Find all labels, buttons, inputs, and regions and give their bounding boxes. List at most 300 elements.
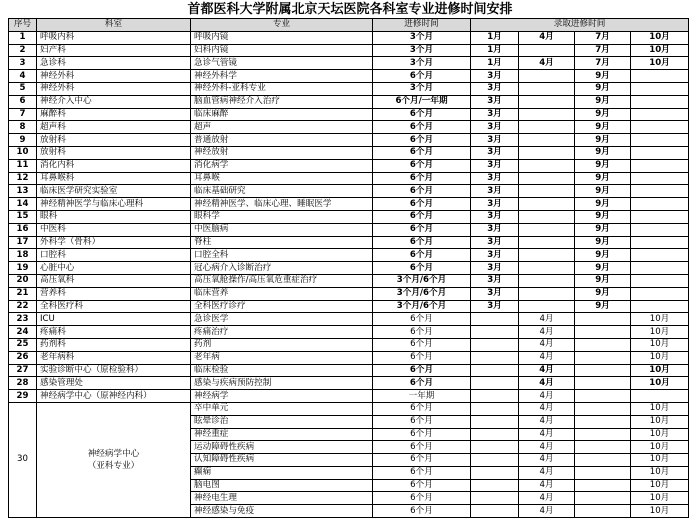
- cell-major: 感染与疾病预防控制: [191, 377, 373, 390]
- cell-month-m3: 9月: [575, 82, 631, 95]
- row-number: 6: [9, 95, 37, 108]
- cell-duration: 3个月: [373, 82, 471, 95]
- cell-month-m1: [471, 351, 519, 364]
- cell-duration: 6个月: [373, 249, 471, 262]
- table-row: [9, 236, 689, 249]
- cell-month-m2: [519, 223, 575, 236]
- cell-duration: 6个月: [373, 210, 471, 223]
- cell-major: 妇科内镜: [191, 44, 373, 57]
- cell-month-m4: [631, 108, 689, 121]
- table-row: [9, 134, 689, 147]
- cell-month-m4: [631, 159, 689, 172]
- cell-major: 脑电图: [191, 479, 373, 492]
- table-body: [9, 31, 689, 517]
- cell-major: 脑血管病神经介入治疗: [191, 95, 373, 108]
- page-title: 首都医科大学附属北京天坛医院各科室专业进修时间安排: [187, 2, 513, 17]
- cell-dept: 外科学（骨科）: [37, 236, 191, 249]
- cell-month-m3: [575, 377, 631, 390]
- cell-month-m2: [519, 44, 575, 57]
- table-row: [9, 108, 689, 121]
- cell-month-m4: 10月: [631, 466, 689, 479]
- cell-dept: 中医科: [37, 223, 191, 236]
- cell-major: 急诊气管镜: [191, 57, 373, 70]
- table-row: [9, 31, 689, 44]
- row-number: 12: [9, 172, 37, 185]
- cell-month-m3: [575, 428, 631, 441]
- row-number: 27: [9, 364, 37, 377]
- table-row: [9, 223, 689, 236]
- cell-month-m2: [519, 236, 575, 249]
- cell-dept: 放射科: [37, 134, 191, 147]
- cell-month-m4: [631, 210, 689, 223]
- cell-month-m3: [575, 492, 631, 505]
- cell-dept: 药剂科: [37, 338, 191, 351]
- cell-month-m2: 4月: [519, 454, 575, 467]
- cell-month-m4: [631, 274, 689, 287]
- row-number: 13: [9, 185, 37, 198]
- cell-month-m4: 10月: [631, 428, 689, 441]
- cell-major: 全科医疗诊疗: [191, 300, 373, 313]
- cell-major: 脊柱: [191, 236, 373, 249]
- cell-month-m1: 3月: [471, 274, 519, 287]
- row-number: 9: [9, 134, 37, 147]
- table-header-row: [9, 19, 689, 32]
- cell-dept: 感染管理处: [37, 377, 191, 390]
- cell-duration: 6个月: [373, 146, 471, 159]
- table-row: [9, 172, 689, 185]
- cell-month-m2: [519, 82, 575, 95]
- cell-month-m1: [471, 479, 519, 492]
- cell-month-m3: [575, 441, 631, 454]
- cell-duration: 3个月: [373, 44, 471, 57]
- cell-month-m1: [471, 454, 519, 467]
- cell-month-m1: 1月: [471, 31, 519, 44]
- table-row: [9, 198, 689, 211]
- table-row: [9, 249, 689, 262]
- cell-month-m4: [631, 223, 689, 236]
- cell-month-m2: 4月: [519, 466, 575, 479]
- cell-month-m3: 9月: [575, 95, 631, 108]
- cell-month-m3: 9月: [575, 108, 631, 121]
- cell-duration: 6个月: [373, 134, 471, 147]
- cell-dept: 临床医学研究实验室: [37, 185, 191, 198]
- cell-major: 神经重症: [191, 428, 373, 441]
- cell-major: 急诊医学: [191, 313, 373, 326]
- cell-duration: 6个月: [373, 185, 471, 198]
- cell-month-m3: [575, 326, 631, 339]
- cell-month-m4: [631, 146, 689, 159]
- cell-major: 临床麻醉: [191, 108, 373, 121]
- cell-month-m1: [471, 390, 519, 403]
- cell-month-m2: [519, 121, 575, 134]
- cell-month-m3: 7月: [575, 31, 631, 44]
- cell-month-m3: 9月: [575, 70, 631, 83]
- cell-dept: 疼痛科: [37, 326, 191, 339]
- cell-month-m1: [471, 338, 519, 351]
- table-row: [9, 351, 689, 364]
- row-number: 22: [9, 300, 37, 313]
- row-number: 16: [9, 223, 37, 236]
- table-row: [9, 364, 689, 377]
- cell-month-m3: 7月: [575, 44, 631, 57]
- table-row: [9, 287, 689, 300]
- cell-month-m1: [471, 364, 519, 377]
- cell-duration: 6个月: [373, 479, 471, 492]
- table-row: [9, 121, 689, 134]
- header-no: 序号: [9, 19, 37, 32]
- cell-month-m3: 9月: [575, 223, 631, 236]
- cell-month-m2: [519, 95, 575, 108]
- cell-month-m2: 4月: [519, 351, 575, 364]
- cell-month-m1: 3月: [471, 262, 519, 275]
- cell-month-m2: [519, 300, 575, 313]
- cell-month-m1: [471, 441, 519, 454]
- cell-month-m2: 4月: [519, 313, 575, 326]
- cell-month-m4: 10月: [631, 364, 689, 377]
- row-number: 21: [9, 287, 37, 300]
- cell-month-m4: 10月: [631, 351, 689, 364]
- cell-duration: 6个月: [373, 351, 471, 364]
- cell-dept: 耳鼻喉科: [37, 172, 191, 185]
- cell-month-m1: 3月: [471, 249, 519, 262]
- cell-duration: 3个月/6个月: [373, 287, 471, 300]
- cell-month-m1: 3月: [471, 236, 519, 249]
- cell-major: 神经病学: [191, 390, 373, 403]
- cell-month-m2: 4月: [519, 415, 575, 428]
- cell-major: 中医脑病: [191, 223, 373, 236]
- cell-month-m1: 3月: [471, 223, 519, 236]
- cell-month-m4: 10月: [631, 377, 689, 390]
- cell-dept: 神经外科: [37, 70, 191, 83]
- cell-month-m1: [471, 466, 519, 479]
- cell-month-m4: [631, 300, 689, 313]
- cell-month-m3: [575, 415, 631, 428]
- table-row: [9, 210, 689, 223]
- cell-duration: 6个月: [373, 313, 471, 326]
- cell-month-m3: [575, 364, 631, 377]
- cell-month-m4: 10月: [631, 313, 689, 326]
- cell-month-m4: 10月: [631, 338, 689, 351]
- row-number: 30: [9, 402, 37, 517]
- cell-month-m2: 4月: [519, 390, 575, 403]
- cell-month-m3: 9月: [575, 210, 631, 223]
- cell-month-m4: [631, 287, 689, 300]
- cell-month-m4: [631, 185, 689, 198]
- cell-month-m2: [519, 198, 575, 211]
- cell-month-m1: 3月: [471, 287, 519, 300]
- cell-month-m1: 3月: [471, 108, 519, 121]
- cell-month-m2: [519, 262, 575, 275]
- table-row: [9, 185, 689, 198]
- cell-major: 神经感染与免疫: [191, 505, 373, 518]
- row-number: 25: [9, 338, 37, 351]
- cell-major: 高压氧舱操作/高压氧危重症治疗: [191, 274, 373, 287]
- cell-month-m2: [519, 274, 575, 287]
- cell-month-m4: [631, 82, 689, 95]
- cell-month-m1: 3月: [471, 121, 519, 134]
- cell-duration: 6个月: [373, 492, 471, 505]
- cell-month-m4: 10月: [631, 402, 689, 415]
- schedule-table: [8, 18, 689, 518]
- cell-duration: 6个月: [373, 108, 471, 121]
- cell-month-m3: [575, 466, 631, 479]
- cell-month-m4: [631, 236, 689, 249]
- cell-major: 神经外科-亚科专业: [191, 82, 373, 95]
- cell-month-m1: 3月: [471, 172, 519, 185]
- cell-major: 呼吸内镜: [191, 31, 373, 44]
- cell-month-m4: 10月: [631, 31, 689, 44]
- cell-duration: 6个月: [373, 172, 471, 185]
- cell-month-m3: [575, 351, 631, 364]
- cell-month-m1: 3月: [471, 134, 519, 147]
- cell-dept: [37, 402, 191, 517]
- row-number: 18: [9, 249, 37, 262]
- table-row: [9, 377, 689, 390]
- row-number: 28: [9, 377, 37, 390]
- cell-month-m1: [471, 377, 519, 390]
- cell-duration: 6个月: [373, 377, 471, 390]
- cell-month-m1: [471, 505, 519, 518]
- cell-major: 癫痫: [191, 466, 373, 479]
- cell-month-m2: [519, 172, 575, 185]
- cell-duration: 6个月: [373, 223, 471, 236]
- cell-duration: 6个月: [373, 428, 471, 441]
- cell-month-m2: [519, 287, 575, 300]
- row-number: 2: [9, 44, 37, 57]
- cell-major: 神经外科学: [191, 70, 373, 83]
- row-number: 11: [9, 159, 37, 172]
- cell-month-m4: [631, 121, 689, 134]
- cell-month-m4: 10月: [631, 44, 689, 57]
- cell-month-m2: [519, 70, 575, 83]
- cell-month-m4: 10月: [631, 479, 689, 492]
- cell-month-m4: [631, 249, 689, 262]
- cell-month-m1: 1月: [471, 44, 519, 57]
- cell-major: 口腔全科: [191, 249, 373, 262]
- cell-dept: 麻醉科: [37, 108, 191, 121]
- cell-month-m4: [631, 390, 689, 403]
- cell-month-m3: 9月: [575, 172, 631, 185]
- cell-dept: ICU: [37, 313, 191, 326]
- cell-duration: 3个月: [373, 57, 471, 70]
- cell-duration: 6个月/一年期: [373, 95, 471, 108]
- cell-month-m1: 3月: [471, 198, 519, 211]
- cell-dept: 老年病科: [37, 351, 191, 364]
- row-number: 26: [9, 351, 37, 364]
- table-row: [9, 326, 689, 339]
- cell-month-m2: [519, 159, 575, 172]
- cell-month-m3: 9月: [575, 262, 631, 275]
- cell-month-m3: 7月: [575, 57, 631, 70]
- cell-dept: 急诊科: [37, 57, 191, 70]
- cell-month-m1: [471, 313, 519, 326]
- table-row: [9, 262, 689, 275]
- cell-month-m4: [631, 198, 689, 211]
- cell-month-m1: [471, 428, 519, 441]
- cell-month-m4: 10月: [631, 57, 689, 70]
- cell-month-m4: 10月: [631, 454, 689, 467]
- cell-duration: 6个月: [373, 454, 471, 467]
- cell-month-m1: 3月: [471, 82, 519, 95]
- cell-month-m1: 3月: [471, 70, 519, 83]
- row-number: 29: [9, 390, 37, 403]
- cell-major: 运动障碍性疾病: [191, 441, 373, 454]
- cell-month-m2: 4月: [519, 479, 575, 492]
- cell-month-m3: 9月: [575, 274, 631, 287]
- table-row: [9, 390, 689, 403]
- cell-dept: 心脏中心: [37, 262, 191, 275]
- cell-dept: 高压氧科: [37, 274, 191, 287]
- cell-month-m3: 9月: [575, 287, 631, 300]
- cell-month-m4: 10月: [631, 441, 689, 454]
- cell-month-m2: 4月: [519, 402, 575, 415]
- cell-month-m3: 9月: [575, 236, 631, 249]
- cell-major: 疼痛治疗: [191, 326, 373, 339]
- cell-major: 眩晕诊治: [191, 415, 373, 428]
- cell-month-m2: 4月: [519, 338, 575, 351]
- cell-major: 卒中单元: [191, 402, 373, 415]
- cell-duration: 6个月: [373, 121, 471, 134]
- cell-major: 药剂: [191, 338, 373, 351]
- cell-dept: 营养科: [37, 287, 191, 300]
- cell-duration: 6个月: [373, 326, 471, 339]
- cell-month-m3: 9月: [575, 146, 631, 159]
- cell-month-m1: 3月: [471, 300, 519, 313]
- cell-dept: 消化内科: [37, 159, 191, 172]
- table-row: [9, 70, 689, 83]
- cell-month-m2: 4月: [519, 326, 575, 339]
- row-number: 8: [9, 121, 37, 134]
- cell-month-m2: 4月: [519, 428, 575, 441]
- cell-month-m2: 4月: [519, 57, 575, 70]
- cell-duration: 3个月/6个月: [373, 274, 471, 287]
- cell-major: 神经电生理: [191, 492, 373, 505]
- cell-month-m4: [631, 134, 689, 147]
- header-duration: 进修时间: [373, 19, 471, 32]
- table-row: [9, 402, 689, 415]
- cell-month-m3: 9月: [575, 121, 631, 134]
- table-row: [9, 159, 689, 172]
- table-row: [9, 338, 689, 351]
- table-row: [9, 95, 689, 108]
- cell-month-m2: [519, 210, 575, 223]
- cell-month-m2: 4月: [519, 377, 575, 390]
- table-row: [9, 300, 689, 313]
- cell-month-m1: 3月: [471, 159, 519, 172]
- cell-month-m3: [575, 479, 631, 492]
- cell-major: 普通放射: [191, 134, 373, 147]
- cell-major: 临床检验: [191, 364, 373, 377]
- cell-major: 临床营养: [191, 287, 373, 300]
- header-major: 专业: [191, 19, 373, 32]
- row-number: 24: [9, 326, 37, 339]
- cell-duration: 一年期: [373, 390, 471, 403]
- cell-month-m1: [471, 326, 519, 339]
- row-number: 3: [9, 57, 37, 70]
- cell-month-m4: [631, 70, 689, 83]
- cell-duration: 6个月: [373, 364, 471, 377]
- cell-month-m2: 4月: [519, 505, 575, 518]
- cell-duration: 6个月: [373, 415, 471, 428]
- cell-duration: 6个月: [373, 466, 471, 479]
- cell-month-m3: [575, 390, 631, 403]
- cell-month-m4: [631, 262, 689, 275]
- cell-month-m3: 9月: [575, 300, 631, 313]
- cell-major: 冠心病介入诊断治疗: [191, 262, 373, 275]
- row-number: 20: [9, 274, 37, 287]
- cell-month-m2: 4月: [519, 31, 575, 44]
- cell-dept: 全科医疗科: [37, 300, 191, 313]
- cell-month-m1: 3月: [471, 185, 519, 198]
- cell-duration: 6个月: [373, 402, 471, 415]
- cell-month-m2: 4月: [519, 441, 575, 454]
- cell-month-m1: [471, 492, 519, 505]
- table-row: [9, 44, 689, 57]
- cell-month-m2: 4月: [519, 364, 575, 377]
- cell-month-m4: 10月: [631, 326, 689, 339]
- cell-month-m4: 10月: [631, 492, 689, 505]
- cell-dept: 妇产科: [37, 44, 191, 57]
- table-row: [9, 57, 689, 70]
- table-row: [9, 274, 689, 287]
- cell-month-m1: 3月: [471, 146, 519, 159]
- cell-month-m1: 3月: [471, 95, 519, 108]
- cell-major: 消化病学: [191, 159, 373, 172]
- cell-month-m1: 3月: [471, 210, 519, 223]
- row-number: 19: [9, 262, 37, 275]
- cell-dept: 放射科: [37, 146, 191, 159]
- cell-month-m3: [575, 338, 631, 351]
- cell-major: 临床基础研究: [191, 185, 373, 198]
- cell-month-m1: [471, 402, 519, 415]
- cell-major: 神经放射: [191, 146, 373, 159]
- cell-month-m1: [471, 415, 519, 428]
- cell-month-m3: 9月: [575, 249, 631, 262]
- cell-major: 老年病: [191, 351, 373, 364]
- cell-month-m4: [631, 172, 689, 185]
- cell-duration: 6个月: [373, 198, 471, 211]
- header-dept: 科室: [37, 19, 191, 32]
- cell-dept: 超声科: [37, 121, 191, 134]
- cell-major: 耳鼻喉: [191, 172, 373, 185]
- cell-month-m3: [575, 505, 631, 518]
- cell-major: 认知障碍性疾病: [191, 454, 373, 467]
- cell-month-m3: [575, 454, 631, 467]
- cell-month-m2: [519, 185, 575, 198]
- cell-duration: 6个月: [373, 159, 471, 172]
- cell-major: 眼科学: [191, 210, 373, 223]
- dept-line: 神经病学中心: [87, 448, 140, 459]
- cell-month-m2: [519, 108, 575, 121]
- cell-duration: 3个月/6个月: [373, 300, 471, 313]
- row-number: 1: [9, 31, 37, 44]
- cell-dept: 神经外科: [37, 82, 191, 95]
- table-row: [9, 313, 689, 326]
- row-number: 17: [9, 236, 37, 249]
- cell-month-m4: [631, 95, 689, 108]
- cell-duration: 6个月: [373, 441, 471, 454]
- cell-duration: 6个月: [373, 236, 471, 249]
- cell-month-m2: 4月: [519, 492, 575, 505]
- header-enroll: 录取进修时间: [471, 19, 689, 32]
- row-number: 10: [9, 146, 37, 159]
- cell-month-m3: 9月: [575, 134, 631, 147]
- cell-month-m3: [575, 313, 631, 326]
- cell-month-m3: 9月: [575, 185, 631, 198]
- row-number: 14: [9, 198, 37, 211]
- cell-month-m2: [519, 249, 575, 262]
- cell-dept: 口腔科: [37, 249, 191, 262]
